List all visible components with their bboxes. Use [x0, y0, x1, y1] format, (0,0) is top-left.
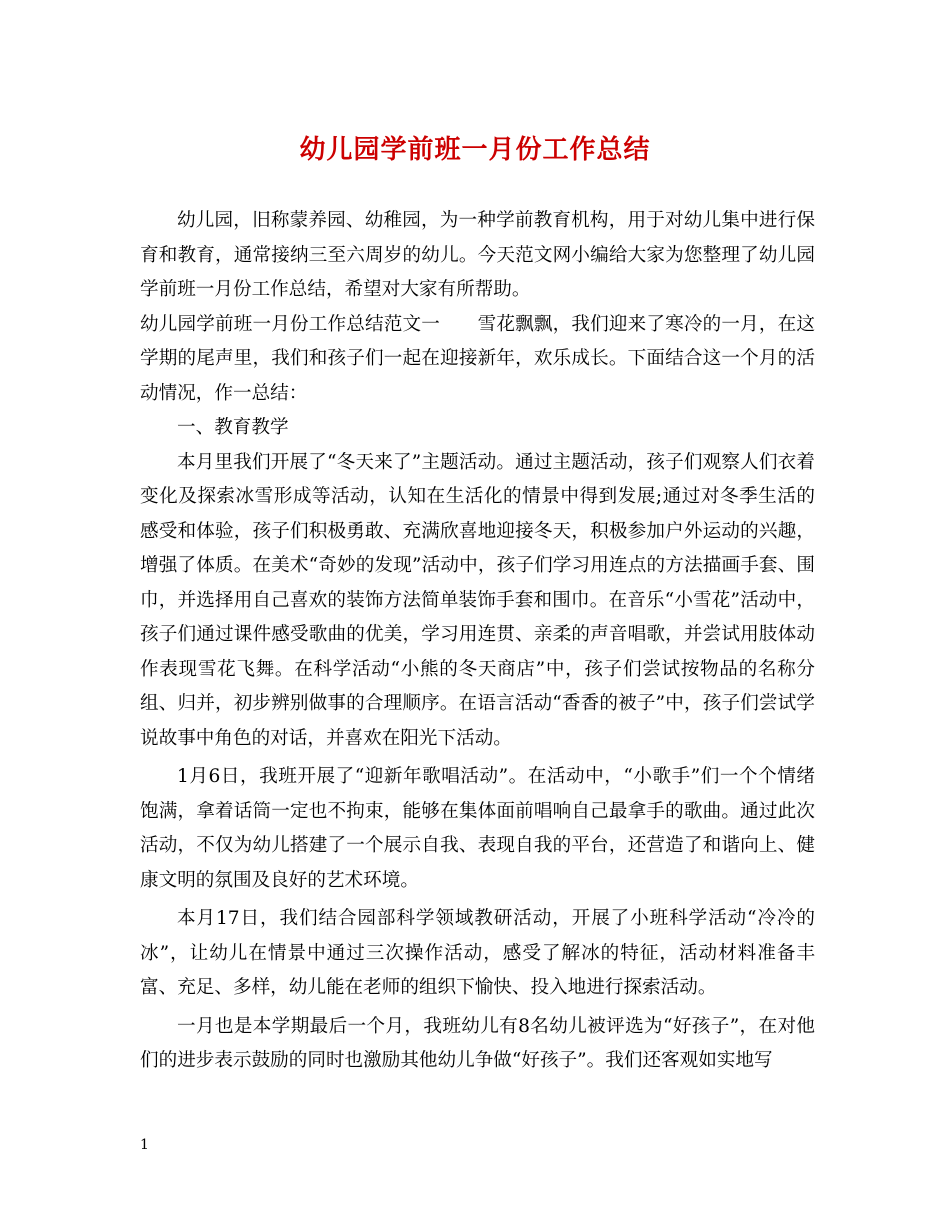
paragraph-science-activity: 本月17日，我们结合园部科学领域教研活动，开展了小班科学活动“冷冷的冰”，让幼儿在情景中通过三次操作活动，感受了解冰的特征，活动材料准备丰富、充足、多样，幼儿能在老师的组织下愉快、投入地进行探索活动。 [140, 908, 815, 998]
paragraph-good-child: 一月也是本学期最后一个月，我班幼儿有8名幼儿被评选为“好孩子”，在对他们的进步表示鼓励的同时也激励其他幼儿争做“好孩子”。我们还客观如实地写 [140, 1015, 815, 1071]
section-heading-education: 一、教育教学 [177, 417, 289, 438]
document-body [140, 204, 815, 1079]
page-number: 1 [140, 1137, 149, 1153]
document-title: 幼儿园学前班一月份工作总结 [299, 135, 651, 165]
paragraph-new-year-singing: 1月6日，我班开展了“迎新年歌唱活动”。在活动中，“小歌手”们一个个情绪饱满，拿着话筒一定也不拘束，能够在集体面前唱响自己最拿手的歌曲。通过此次活动，不仅为幼儿搭建了一个展示自我、表现自我的平台，还营造了和谐向上、健康文明的氛围及良好的艺术环境。 [140, 766, 815, 891]
paragraph-theme-activity: 本月里我们开展了“冬天来了”主题活动。通过主题活动，孩子们观察人们衣着变化及探索冰雪形成等活动，认知在生活化的情景中得到发展;通过对冬季生活的感受和体验，孩子们积极勇敢、充满欣喜地迎接冬天，积极参加户外运动的兴趣，增强了体质。在美术“奇妙的发现”活动中，孩子们学习用连点的方法描画手套、围巾，并选择用自己喜欢的装饰方法简单装饰手套和围巾。在音乐“小雪花”活动中，孩子们通过课件感受歌曲的优美，学习用连贯、亲柔的声音唱歌，并尝试用肢体动作表现雪花飞舞。在科学活动“小熊的冬天商店”中，孩子们尝试按物品的名称分组、归并，初步辨别做事的合理顺序。在语言活动“香香的被子”中，孩子们尝试学说故事中角色的对话，并喜欢在阳光下活动。 [140, 451, 815, 749]
paragraph-intro: 幼儿园，旧称蒙养园、幼稚园，为一种学前教育机构，用于对幼儿集中进行保育和教育，通常接纳三至六周岁的幼儿。今天范文网小编给大家为您整理了幼儿园学前班一月份工作总结，希望对大家有所帮助。 [140, 210, 815, 300]
paragraph-sample-heading: 幼儿园学前班一月份工作总结范文一 雪花飘飘，我们迎来了寒冷的一月，在这学期的尾声里，我们和孩子们一起在迎接新年，欢乐成长。下面结合这一个月的活动情况，作一总结： [140, 313, 815, 404]
